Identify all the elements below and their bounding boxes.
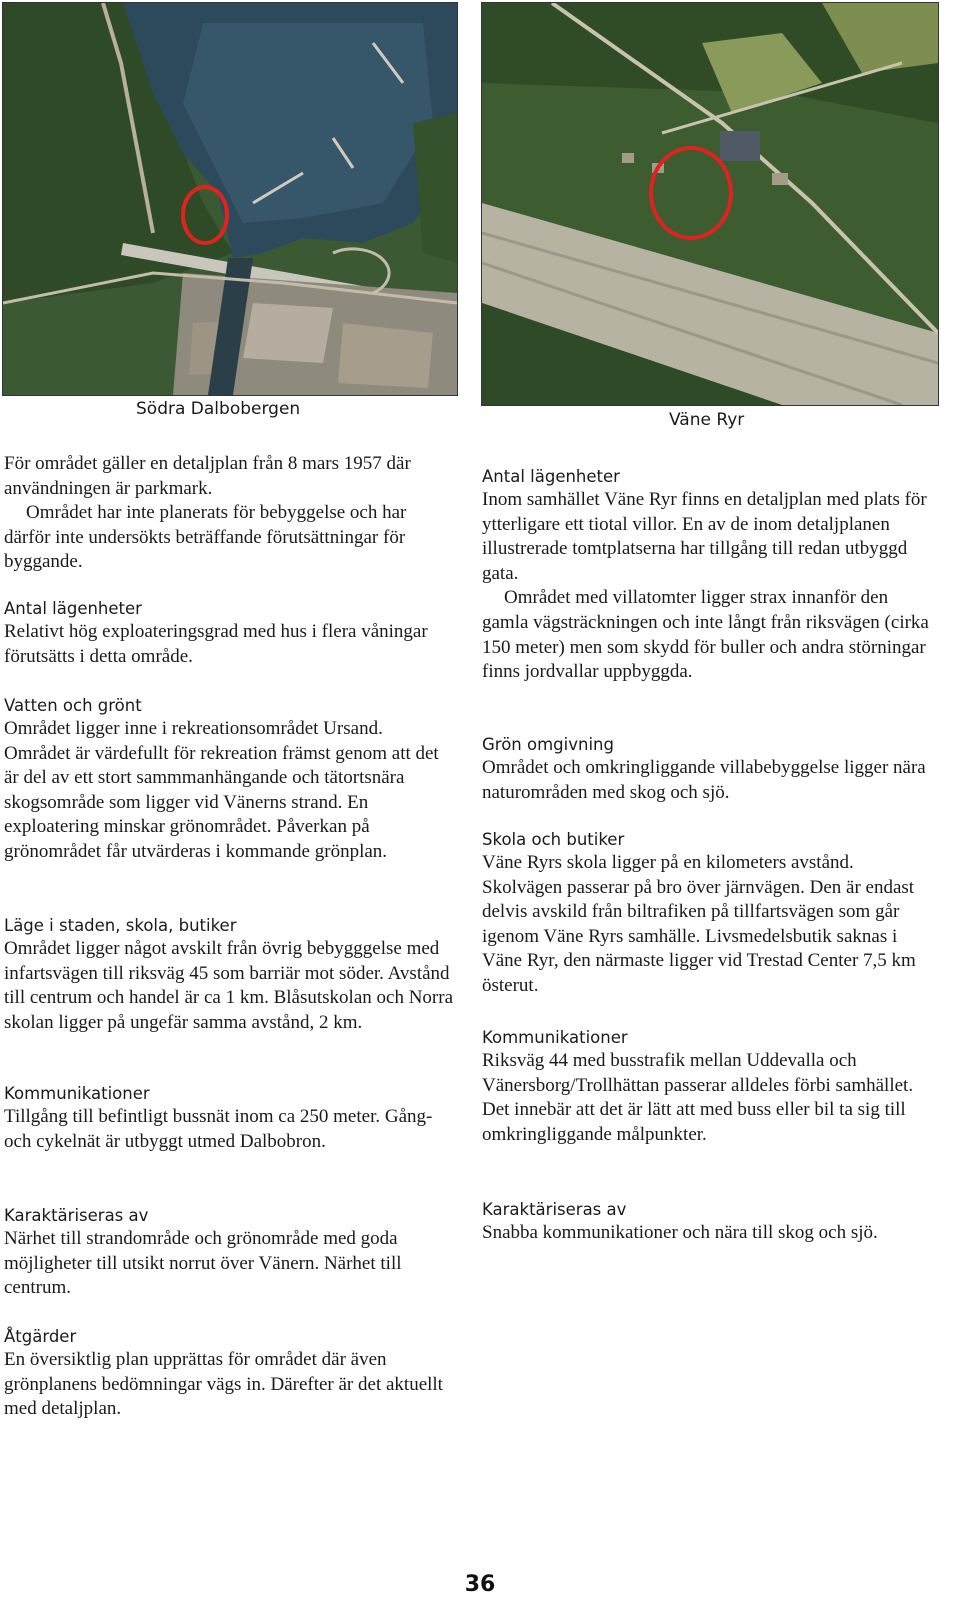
section-text: Inom samhället Väne Ryr finns en detaljplan med plats för ytterligare ett tiotal villor. En av de inom detaljplanen illustrerade tomtplatserna har tillgång till redan utbyggd gata.	[482, 489, 927, 584]
section-text: Närhet till strandområde och grönområde med goda möjligheter till utsikt norrut över Vänern. Närhet till centrum.	[4, 1228, 402, 1299]
section-heading: Karaktäriseras av	[482, 1200, 627, 1219]
section-vatten-och-gront	[4, 695, 454, 865]
section-heading: Grön omgivning	[482, 735, 614, 754]
section-text: Tillgång till befintligt bussnät inom ca 250 meter. Gång- och cykelnät är utbyggt utmed Dalbobron.	[4, 1106, 433, 1152]
right-photo-caption: Väne Ryr	[669, 410, 745, 430]
section-skola-och-butiker	[482, 829, 937, 999]
page-number: 36	[464, 1572, 496, 1597]
section-atgarder	[4, 1326, 454, 1422]
section-heading: Kommunikationer	[4, 1084, 150, 1103]
section-gron-omgivning	[482, 734, 937, 805]
section-heading: Antal lägenheter	[4, 599, 142, 618]
section-kommunikationer	[482, 1027, 937, 1147]
aerial-photo-vane-ryr	[481, 2, 939, 406]
section-heading: Skola och butiker	[482, 830, 625, 849]
section-karaktariseras-av	[482, 1199, 937, 1246]
section-text-2: Området med villatomter ligger strax innanför den gamla vägsträckningen och inte långt från riksvägen (cirka 150 meter) men som skydd för buller och andra störningar finns jordvallar uppbyggda.	[482, 587, 929, 683]
section-kommunikationer	[4, 1083, 454, 1154]
section-text: Relativt hög exploateringsgrad med hus i flera våningar förutsätts i detta område.	[4, 621, 428, 667]
section-heading: Läge i staden, skola, butiker	[4, 916, 237, 935]
section-text: Området ligger inne i rekreationsområdet Ursand. Området är värdefullt för rekreation främst genom att det är del av ett stort sammmanhängande och tätortsnära skogsområde som ligger vid Vänerns strand. En exploatering minskar grönområdet. Påverkan på grönområdet får utvärderas i kommande grönplan.	[4, 718, 439, 862]
left-photo-caption: Södra Dalbobergen	[136, 399, 301, 419]
aerial-photo-sodra-dalbobergen	[2, 2, 458, 396]
aerial-map-right	[482, 3, 938, 405]
section-heading: Kommunikationer	[482, 1028, 628, 1047]
section-antal-lagenheter	[4, 598, 454, 669]
aerial-map-left	[3, 3, 457, 395]
section-text: Området och omkringliggande villabebyggelse ligger nära naturområden med skog och sjö.	[482, 757, 926, 803]
section-heading: Karaktäriseras av	[4, 1206, 149, 1225]
section-text: Riksväg 44 med busstrafik mellan Uddevalla och Vänersborg/Trollhättan passerar alldeles förbi samhället. Det innebär att det är lätt att med buss eller bil ta sig till omkringliggande målpunkter.	[482, 1050, 914, 1145]
intro-paragraph-1: För området gäller en detaljplan från 8 mars 1957 där användningen är parkmark.	[4, 453, 411, 499]
section-heading: Antal lägenheter	[482, 467, 620, 486]
section-lage-i-staden	[4, 915, 454, 1035]
section-text: Väne Ryrs skola ligger på en kilometers avstånd. Skolvägen passerar på bro över järnvägen. Den är endast delvis avskild från biltrafiken på tillfartsvägen som går igenom Väne Ryrs samhälle. Livsmedelsbutik saknas i Väne Ryr, den närmaste ligger vid Trestad Center 7,5 km österut.	[482, 852, 916, 996]
section-text: Området ligger något avskilt från övrig bebygggelse med infartsvägen till riksväg 45 som barriär mot söder. Avstånd till centrum och handel är ca 1 km. Blåsutskolan och Norra skolan ligger på ungefär samma avstånd, 2 km.	[4, 938, 454, 1033]
section-heading: Åtgärder	[4, 1327, 77, 1346]
section-karaktariseras-av	[4, 1205, 454, 1301]
intro-paragraph-2: Området har inte planerats för bebyggelse och har därför inte undersökts beträffande förutsättningar för byggande.	[4, 502, 407, 573]
section-antal-lagenheter	[482, 466, 937, 685]
section-text: Snabba kommunikationer och nära till skog och sjö.	[482, 1222, 878, 1243]
section-heading: Vatten och grönt	[4, 696, 142, 715]
section-text: En översiktlig plan upprättas för området där även grönplanens bedömningar vägs in. Därefter är det aktuellt med detaljplan.	[4, 1349, 443, 1420]
